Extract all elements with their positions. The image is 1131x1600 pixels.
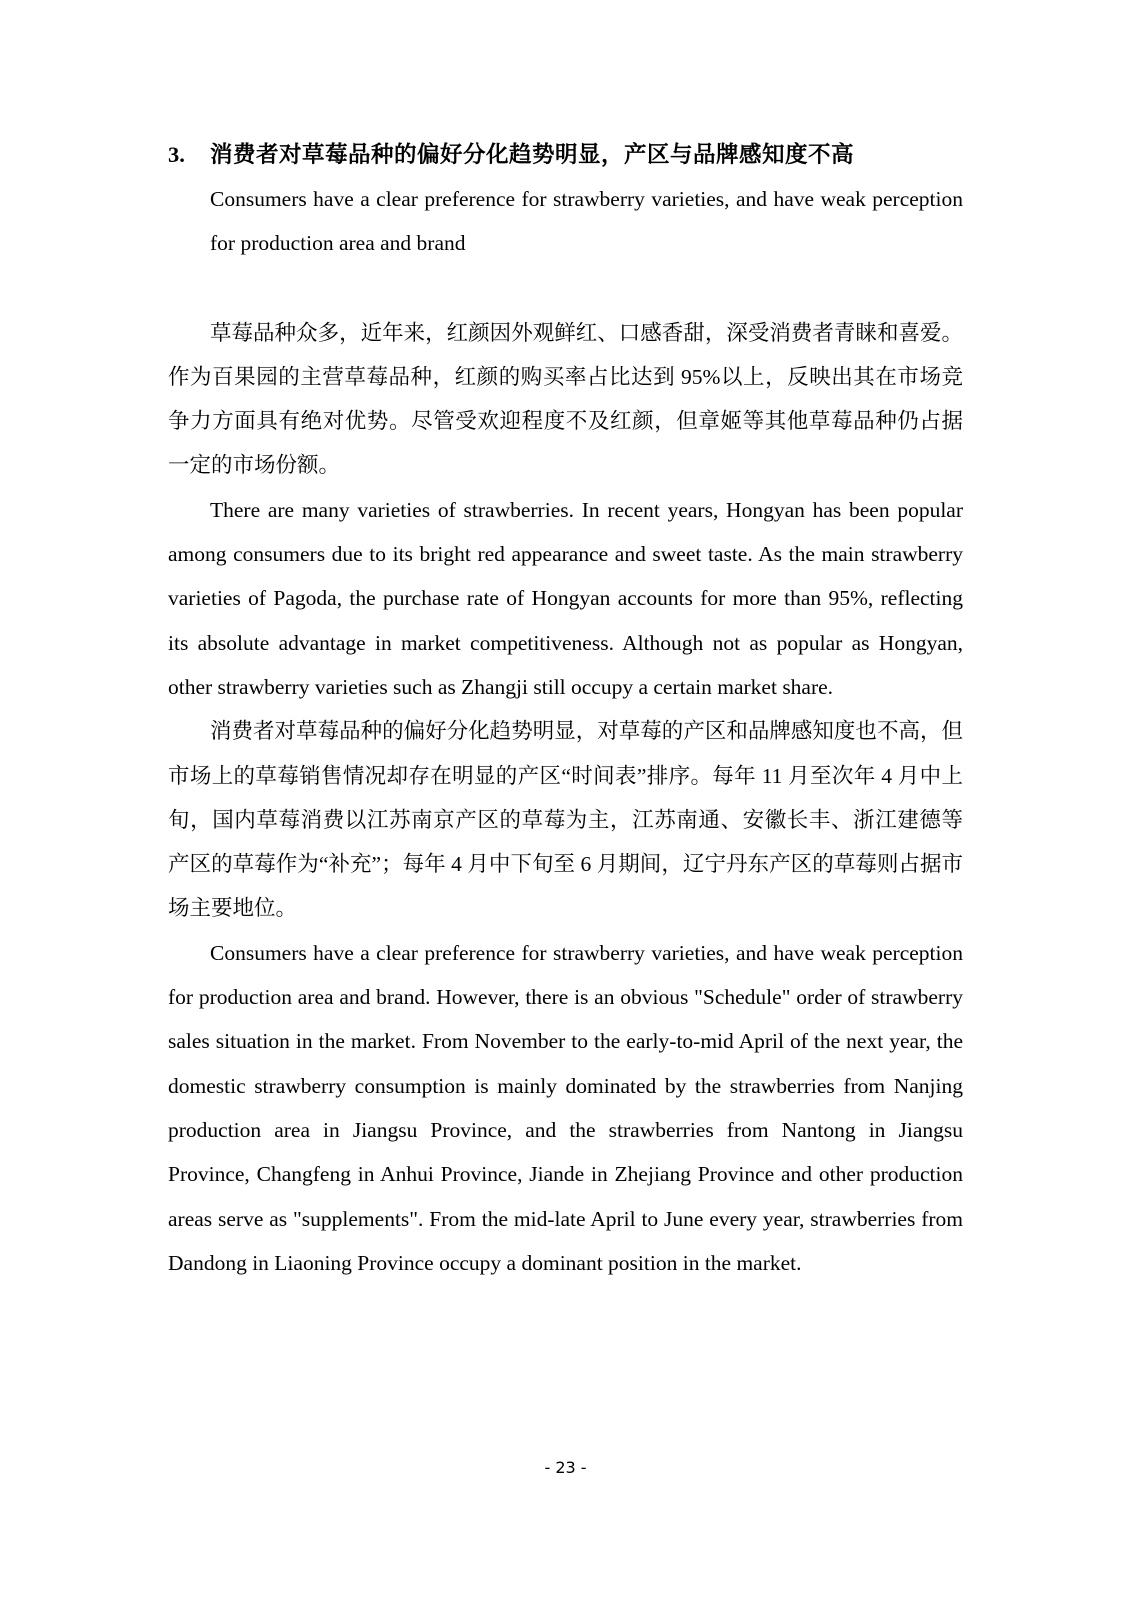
paragraph-en-1: There are many varieties of strawberries. In recent years, Hongyan has been popular among consumers due to its bright red appearance and sweet taste. As the main strawberry varieties of Pagoda, the purchase rate of Hongyan accounts for more than 95%, reflecting its absolute advantage in market competitiveness. Although not as popular as Hongyan, other strawberry varieties such as Zhangji still occupy a certain market share. (168, 497, 963, 699)
paragraph-zh-2: 消费者对草莓品种的偏好分化趋势明显，对草莓的产区和品牌感知度也不高，但市场上的草莓销售情况却存在明显的产区“时间表”排序。每年 11 月至次年 4 月中上旬，国内草莓消费以江苏南京产区的草莓为主，江苏南通、安徽长丰、浙江建德等产区的草莓作为“补充”；每年 4 月中下旬至 6 月期间，辽宁丹东产区的草莓则占据市场主要地位。 (168, 719, 963, 921)
paragraph-en-2: Consumers have a clear preference for strawberry varieties, and have weak perception for production area and brand. However, there is an obvious "Schedule" order of strawberry sales situation in the market. From November to the early-to-mid April of the next year, the domestic strawberry consumption is mainly dominated by the strawberries from Nanjing production area in Jiangsu Province, and the strawberries from Nantong in Jiangsu Province, Changfeng in Anhui Province, Jiande in Zhejiang Province and other production areas serve as "supplements". From the mid-late April to June every year, strawberries from Dandong in Liaoning Province occupy a dominant position in the market. (168, 940, 963, 1275)
section-heading (168, 133, 963, 177)
blank-line-spacer (168, 266, 963, 311)
section-heading-subtitle-en: Consumers have a clear preference for strawberry varieties, and have weak perception for production area and brand (210, 187, 963, 256)
page-number-footer: - 23 - (544, 1458, 587, 1477)
section-heading-number: 3. (168, 142, 185, 167)
paragraph-zh-1: 草莓品种众多，近年来，红颜因外观鲜红、口感香甜，深受消费者青睐和喜爱。作为百果园的主营草莓品种，红颜的购买率占比达到 95%以上，反映出其在市场竞争力方面具有绝对优势。尽管受欢迎程度不及红颜，但章姬等其他草莓品种仍占据一定的市场份额。 (168, 320, 963, 478)
document-content (168, 133, 963, 1285)
section-heading-title-zh: 消费者对草莓品种的偏好分化趋势明显，产区与品牌感知度不高 (210, 142, 855, 167)
